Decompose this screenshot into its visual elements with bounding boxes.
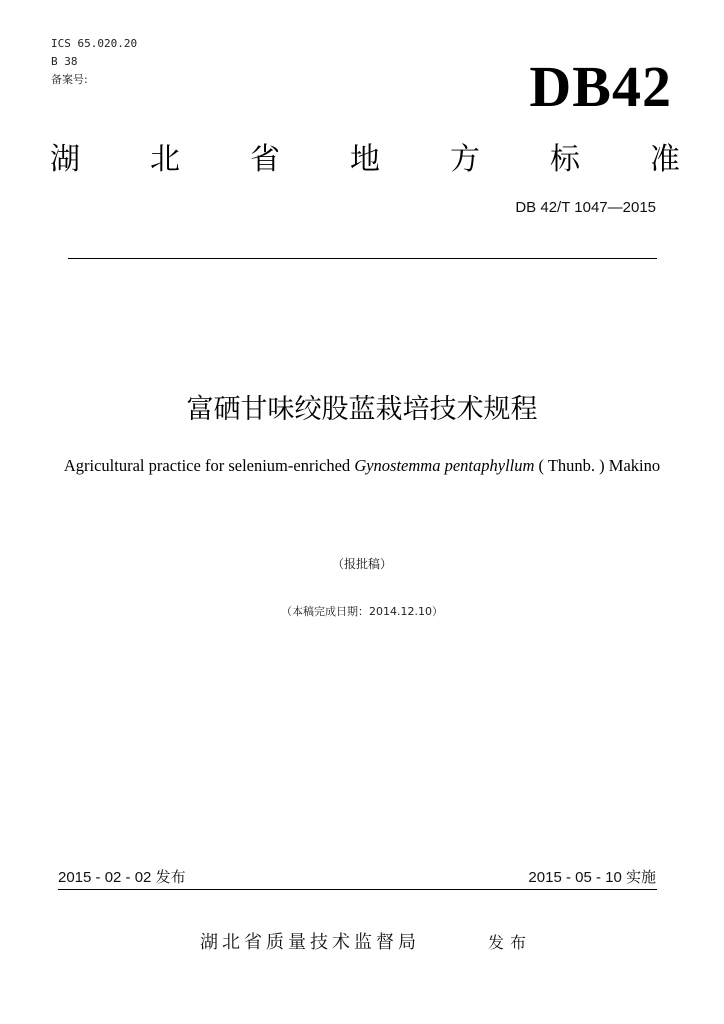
standard-type-char: 准 (650, 142, 680, 177)
db42-logo: DB42 (529, 54, 672, 119)
standard-type-char: 北 (150, 142, 180, 177)
publisher-name: 湖北省质量技术监督局 (200, 932, 420, 953)
footer-divider (58, 889, 657, 890)
classification-code: B 38 (51, 55, 78, 68)
english-title (0, 455, 724, 477)
standard-type-heading (50, 140, 680, 180)
issue-date: 2015 - 02 - 02 发布 (58, 869, 186, 886)
english-title-species: Gynostemma pentaphyllum (354, 456, 535, 475)
chinese-title: 富硒甘味绞股蓝栽培技术规程 (186, 394, 538, 425)
header-divider (68, 258, 657, 259)
implementation-date: 2015 - 05 - 10 实施 (528, 869, 656, 886)
english-title-suffix: ( Thunb. ) Makino (534, 456, 661, 475)
release-label: 发布 (488, 933, 533, 952)
standard-type-char: 标 (550, 142, 580, 177)
draft-label: （报批稿） (331, 557, 392, 571)
english-title-prefix: Agricultural practice for selenium-enriched (63, 456, 355, 475)
standard-type-char: 省 (250, 142, 280, 177)
completion-date-note: （本稿完成日期：2014.12.10） (281, 605, 443, 618)
standard-type-char: 方 (450, 142, 480, 177)
ics-code: ICS 65.020.20 (51, 37, 138, 50)
standard-number: DB 42/T 1047—2015 (515, 199, 656, 216)
record-number-label: 备案号: (51, 73, 88, 86)
standard-type-char: 湖 (50, 142, 80, 177)
standard-type-char: 地 (350, 142, 380, 177)
